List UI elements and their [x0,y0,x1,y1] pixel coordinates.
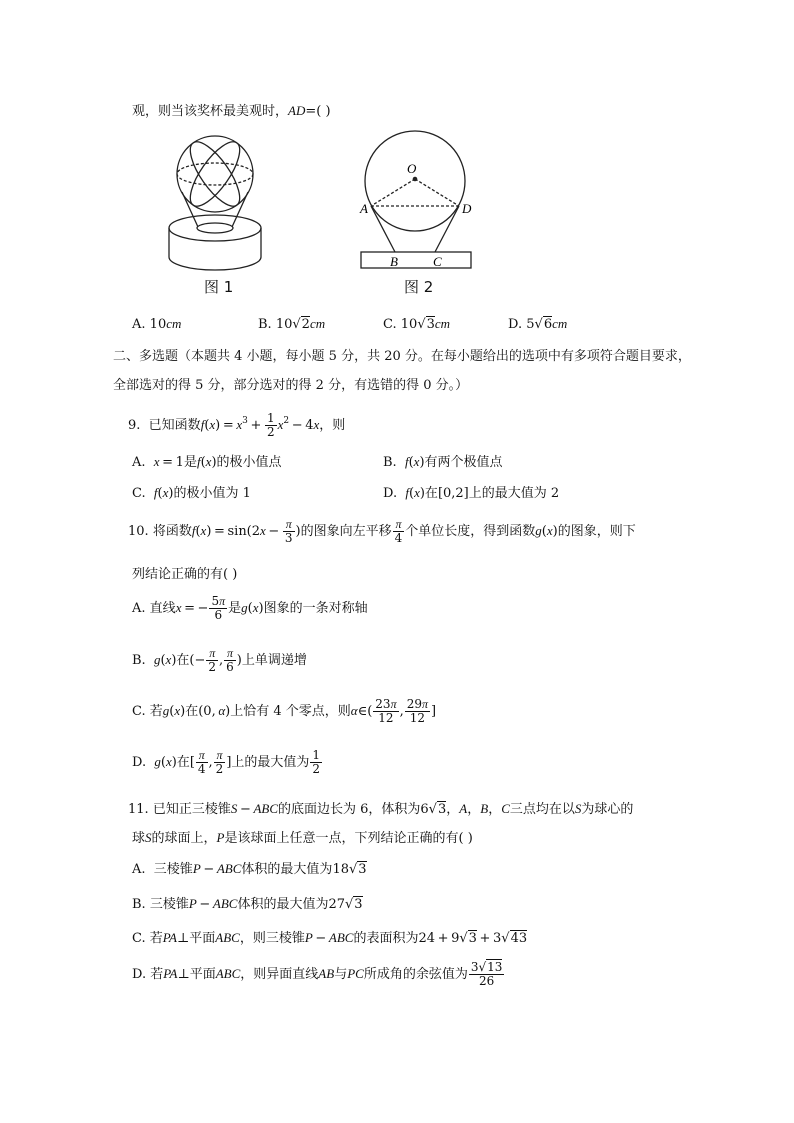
q9-option-d: D. f(x)在[0,2]上的最大值为 2 [383,485,560,501]
q9-stem: 9. 已知函数$f(x) = x^3$ + $\frac{1}{2}$ $x^2 - 4x$，则 [128,411,346,439]
q8-option-b: B. 10√2cm [258,316,326,332]
q10-option-b: B. g(x)在(− $\frac{\pi}{2}$ , $\frac{\pi}{6}$ )上单调递增 [132,646,307,674]
q10-option-c: C. 若g(x)在(0, α)上恰有 4 个零点，则α∈( $\frac{23\pi}{12}$ , $\frac{29\pi}{12}$ ] [132,697,437,725]
q9-option-b: B. f(x)有两个极值点 [383,454,503,470]
label-D: D [462,201,472,216]
figure-1-caption: 图 1 [204,278,234,296]
q11-option-b: B. 三棱锥P − ABC体积的最大值为27√3 [132,896,363,912]
figure-2-diagram [355,126,480,276]
q8-option-d: D. 5√6cm [508,316,568,332]
q10-option-d: D. g(x)在[ $\frac{\pi}{4}$ , $\frac{\pi}{2}$ ]上的最大值为 $\frac{1}{2}$ [132,748,321,776]
q8-tail-line: 观，则当该奖杯最美观时，AD=( ) [132,103,331,119]
q11-stem-line-1: 11. 已知正三棱锥S − ABC的底面边长为 6，体积为6√3，A，B，C三点均在以S为球心的 [128,801,634,817]
label-C: C [433,254,442,269]
q10-stem: 10. 将函数f(x) = sin(2x − $\frac{\pi}{3}$ )的图象向左平移 $\frac{\pi}{4}$ 个单位长度，得到函数g(x)的图象，则下 [128,517,636,545]
figure-2-caption: 图 2 [404,278,434,296]
q11-option-a: A. 三棱锥P − ABC体积的最大值为18√3 [132,861,367,877]
label-B: B [390,254,398,269]
q11-stem-line-2: 球S的球面上，P是该球面上任意一点，下列结论正确的有( ) [132,830,473,846]
q9-option-a: A. x = 1是f(x)的极小值点 [132,454,282,470]
label-O: O [407,161,417,176]
q10-stem-line-2: 列结论正确的有( ) [132,567,238,582]
q10-option-a: A. 直线x = − $\frac{5\pi}{6}$ 是g(x)图象的一条对称轴 [132,594,368,622]
q11-option-c: C. 若PA⊥平面ABC，则三棱锥P − ABC的表面积为24 + 9√3 + 3√43 [132,930,528,946]
q9-option-c: C. f(x)的极小值为 1 [132,485,251,501]
label-A: A [360,201,368,216]
section-2-heading-line-2: 全部选对的得 5 分，部分选对的得 2 分，有选错的得 0 分。） [113,378,469,393]
q8-option-a: A. 10cm [132,316,182,332]
figure-1-trophy [160,132,290,282]
section-2-heading-line-1: 二、多选题（本题共 4 小题，每小题 5 分，共 20 分。在每小题给出的选项中有多项符合题目要求， [113,349,691,364]
q11-option-d: D. 若PA⊥平面ABC，则异面直线AB与PC所成角的余弦值为 $\frac{3√13}{26}$ [132,960,503,988]
q8-option-c: C. 10√3cm [383,316,451,332]
